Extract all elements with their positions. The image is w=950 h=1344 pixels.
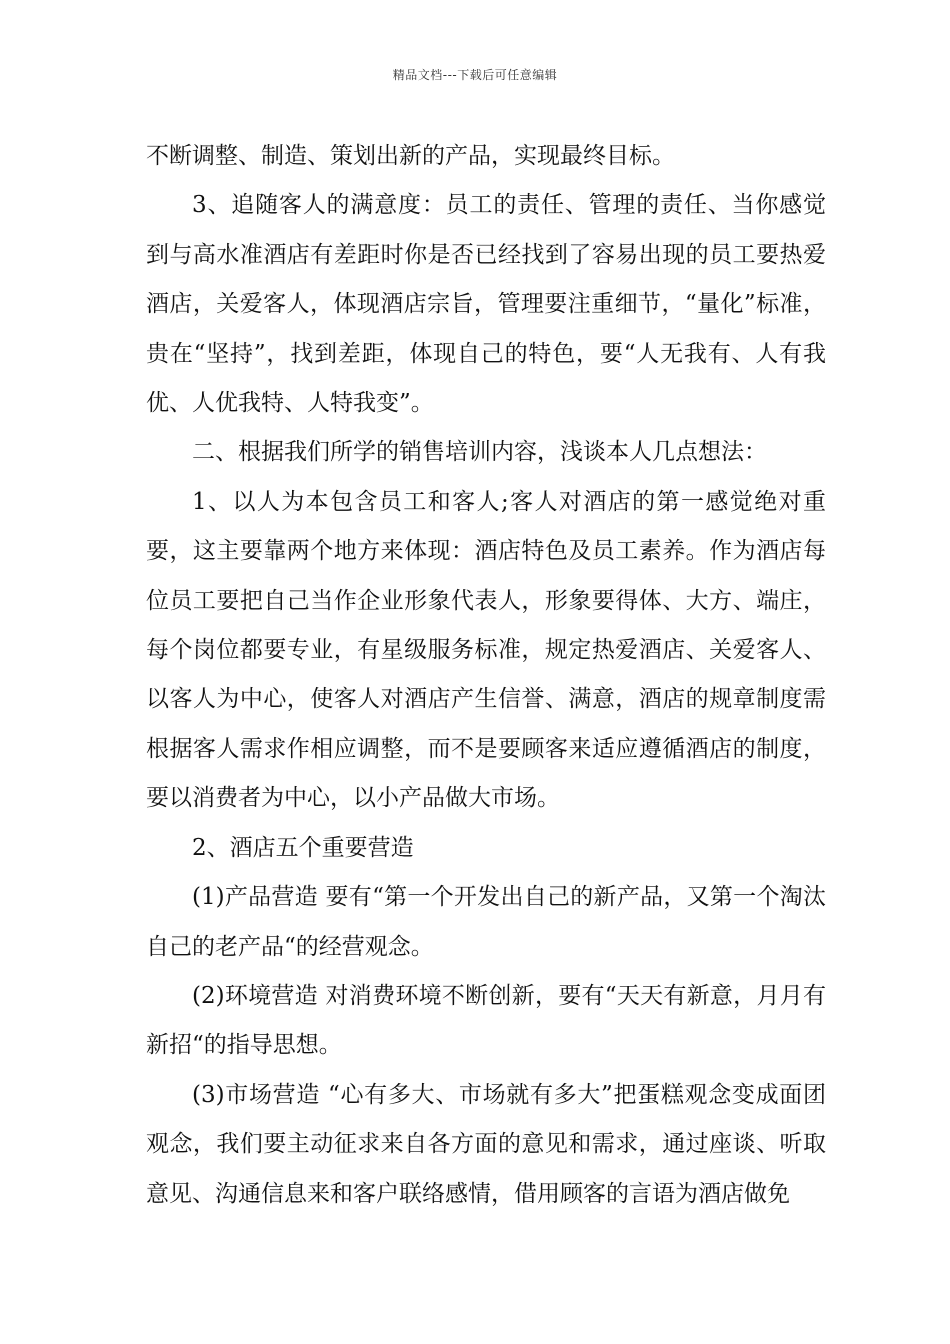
paragraph-5: 2、酒店五个重要营造 xyxy=(192,834,414,861)
paragraph-1: 不断调整、制造、策划出新的产品，实现最终目标。 xyxy=(146,143,675,169)
page-header: 精品文档---下载后可任意编辑 xyxy=(392,68,558,82)
document-body xyxy=(146,132,826,1219)
paragraph-7: (2)环境营造 对消费环境不断创新，要有“天天有新意，月月有新招“的指导思想。 xyxy=(146,982,826,1059)
paragraph-4: 1、以人为本包含员工和客人;客人对酒店的第一感觉绝对重要，这主要靠两个地方来体现：酒店特色及员工素养。作为酒店每位员工要把自己当作企业形象代表人，形象要得体、大方、端庄，每个岗位都要专业，有星级服务标准，规定热爱酒店、关爱客人、以客人为中心，使客人对酒店产生信誉、满意，酒店的规章制度需根据客人需求作相应调整，而不是要顾客来适应遵循酒店的制度，要以消费者为中心，以小产品做大市场。 xyxy=(146,488,826,812)
paragraph-6: (1)产品营造 要有“第一个开发出自己的新产品，又第一个淘汰自己的老产品“的经营观念。 xyxy=(146,884,826,960)
paragraph-8: (3)市场营造 “心有多大、市场就有多大”把蛋糕观念变成面团观念，我们要主动征求来自各方面的意见和需求，通过座谈、听取意见、沟通信息来和客户联络感情，借用顾客的言语为酒店做免 xyxy=(146,1081,826,1207)
paragraph-3: 二、根据我们所学的销售培训内容，浅谈本人几点想法： xyxy=(192,439,767,466)
paragraph-2: 3、追随客人的满意度：员工的责任、管理的责任、当你感觉到与高水准酒店有差距时你是否已经找到了容易出现的员工要热爱酒店，关爱客人，体现酒店宗旨，管理要注重细节，“量化”标准，贵在“坚持”，找到差距，体现自己的特色，要“人无我有、人有我优、人优我特、人特我变”。 xyxy=(146,192,826,417)
